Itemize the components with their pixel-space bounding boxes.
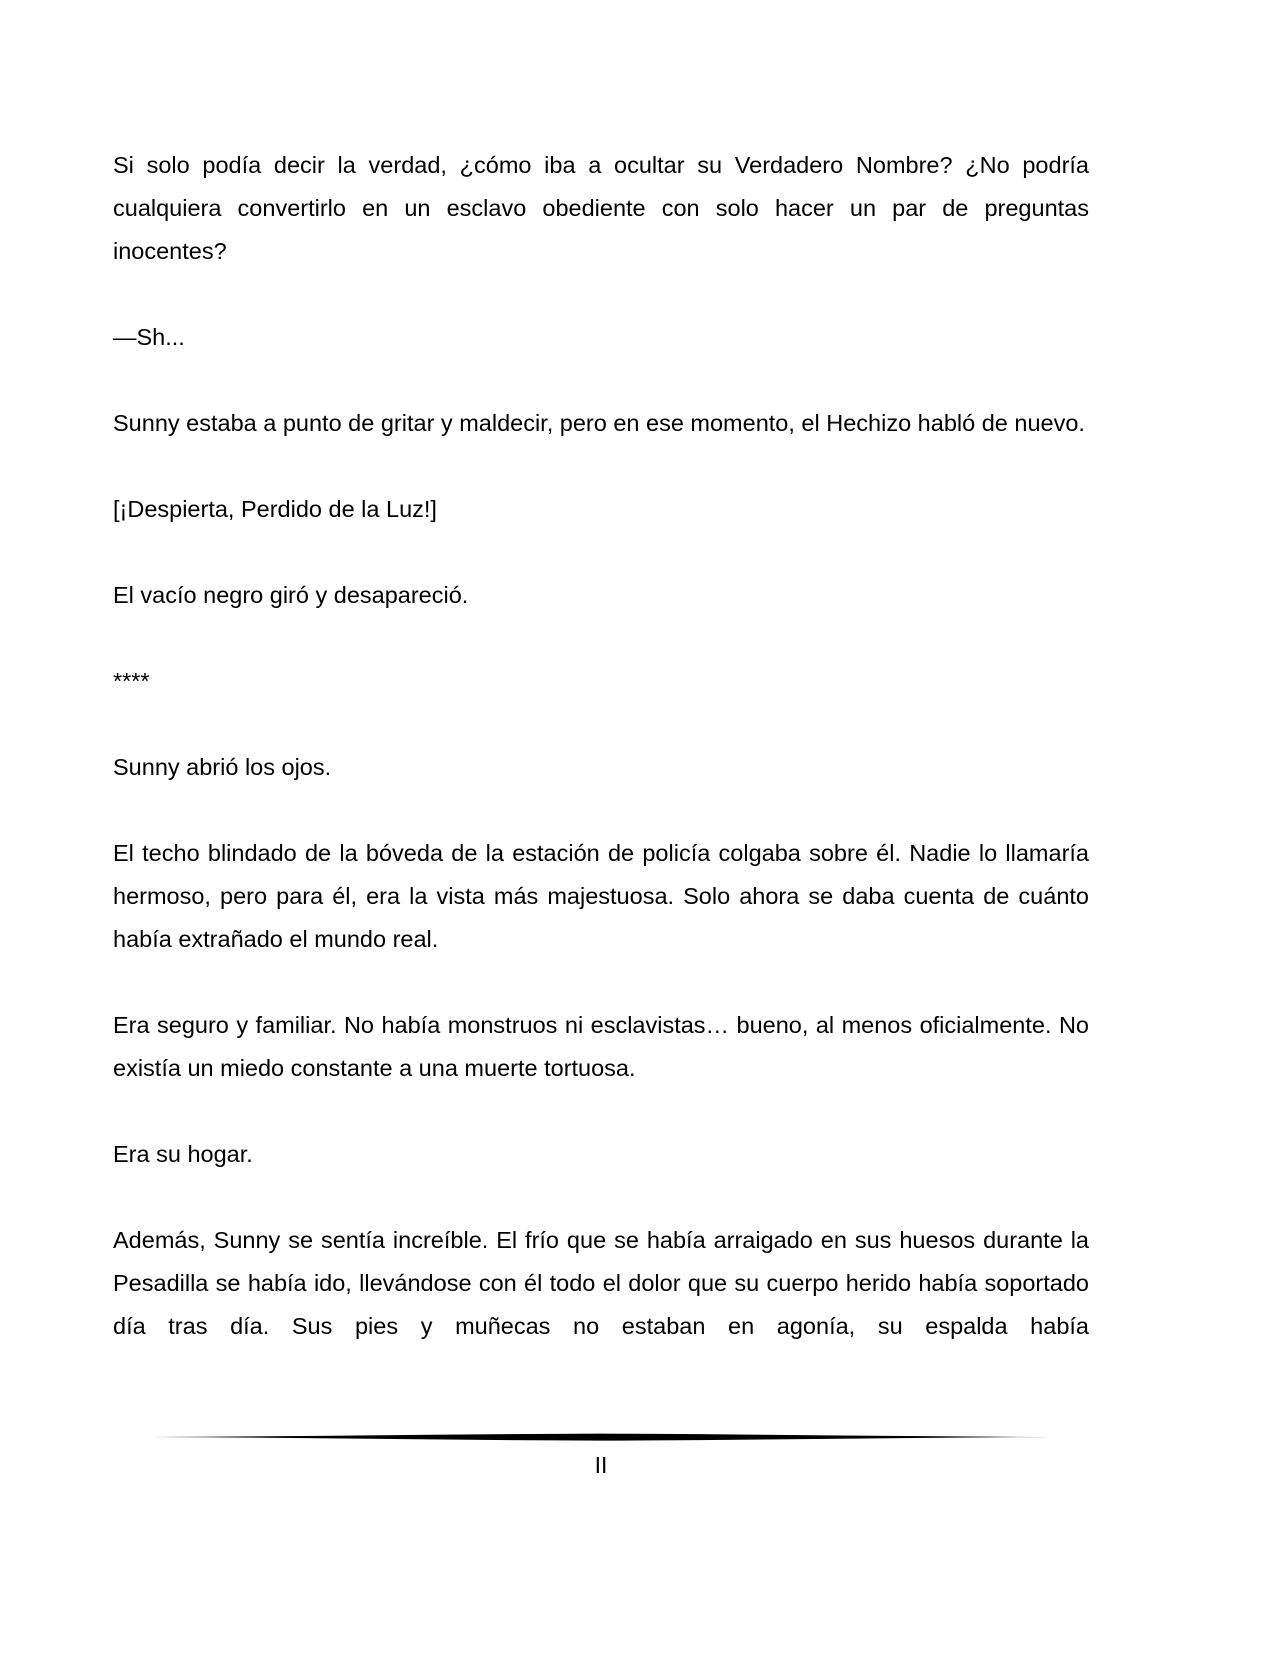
paragraph-1: Si solo podía decir la verdad, ¿cómo iba a ocultar su Verdadero Nombre? ¿No podría cualquiera convertirlo en un esclavo obediente con solo hacer un par de preguntas inocentes? (113, 152, 1089, 264)
paragraph-10: Además, Sunny se sentía increíble. El frío que se había arraigado en sus huesos durante la Pesadilla se había ido, llevándose con él todo el dolor que su cuerpo herido había soportado día tras día. Sus pies y muñecas no estaban en agonía, su espalda había (113, 1227, 1089, 1339)
body-text (113, 144, 1089, 1391)
paragraph-8: Era seguro y familiar. No había monstruos ni esclavistas… bueno, al menos oficialmente. No existía un miedo constante a una muerte tortuosa. (113, 1012, 1089, 1081)
paragraph-3: Sunny estaba a punto de gritar y maldecir, pero en ese momento, el Hechizo habló de nuevo. (113, 410, 1085, 436)
paragraph-9: Era su hogar. (113, 1141, 253, 1167)
footer-divider-stroke (152, 1434, 1050, 1441)
scene-break: **** (113, 668, 150, 694)
paragraph-5: El vacío negro giró y desapareció. (113, 582, 469, 608)
footer-divider (152, 1432, 1050, 1442)
paragraph-4: [¡Despierta, Perdido de la Luz!] (113, 496, 437, 522)
paragraph-6: Sunny abrió los ojos. (113, 754, 332, 780)
page-number: II (594, 1452, 608, 1478)
paragraph-7: El techo blindado de la bóveda de la estación de policía colgaba sobre él. Nadie lo llamaría hermoso, pero para él, era la vista más majestuosa. Solo ahora se daba cuenta de cuánto había extrañado el mundo real. (113, 840, 1089, 952)
paragraph-2: —Sh... (113, 324, 185, 350)
